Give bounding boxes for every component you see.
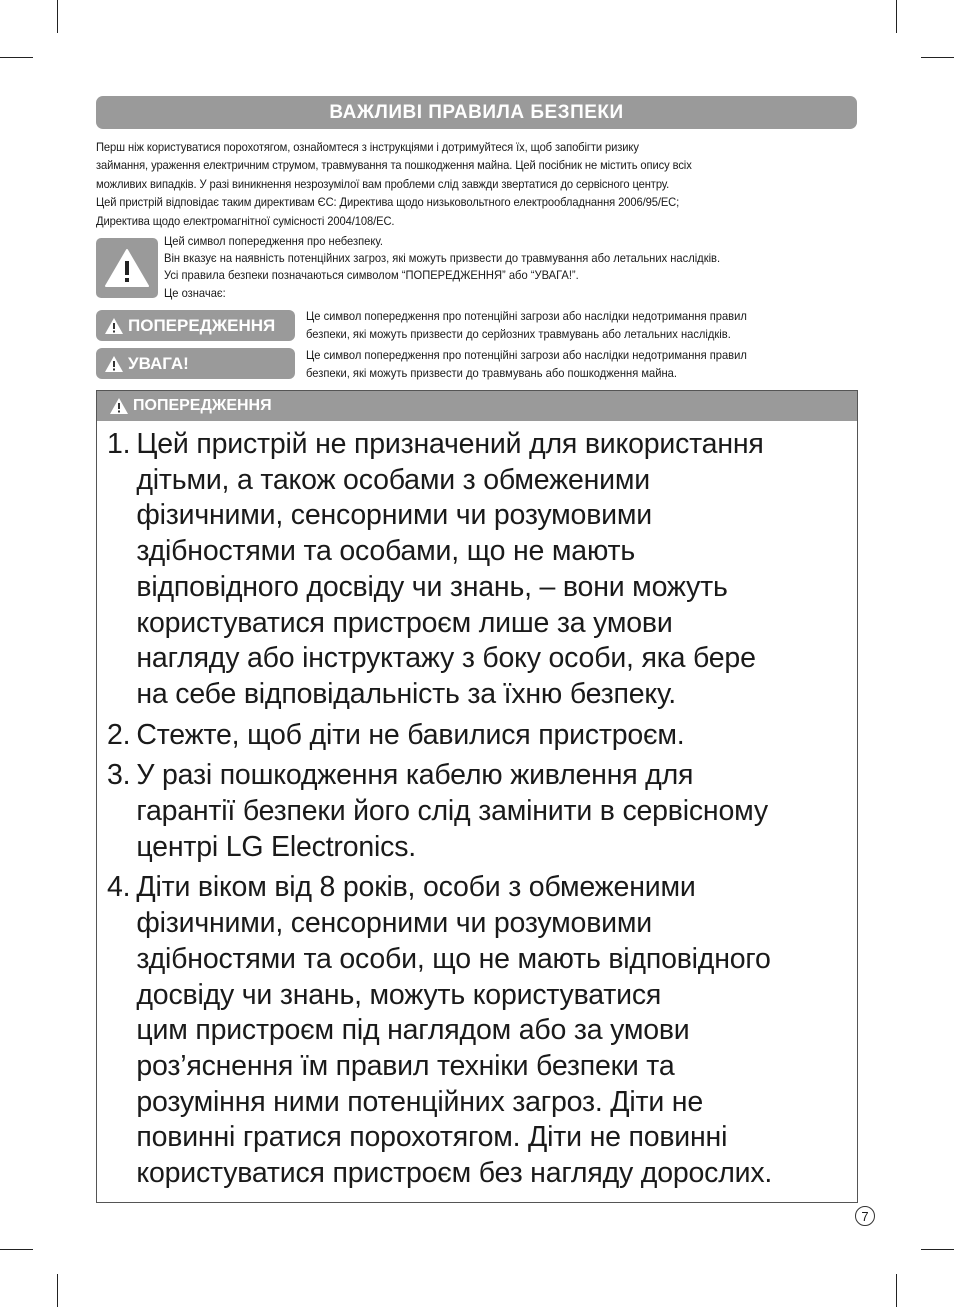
symbol-explanation (164, 233, 871, 302)
intro-line: Директива щодо електромагнітної сумісності 2004/108/ЕС. (96, 213, 395, 228)
caution-badge (96, 348, 295, 379)
caution-badge-description (306, 346, 864, 383)
crop-mark (0, 57, 33, 58)
symbol-line: Він вказує на наявність потенційних загроз, які можуть призвести до травмування або летальних наслідків. (164, 251, 721, 266)
item-line: повинні гратися порохотягом. Діти не повинні (136, 1121, 728, 1154)
item-line: центрі LG Electronics. (136, 830, 416, 863)
warning-box-header (97, 391, 857, 421)
list-item (107, 870, 857, 1191)
item-line: досвіду чи знань, можуть користуватися (136, 978, 662, 1011)
warning-triangle-icon (104, 317, 124, 335)
item-line: дітьми, а також особами з обмеженими (136, 463, 651, 496)
item-line: цим пристроєм під наглядом або за умови (136, 1014, 690, 1047)
item-line: фізичними, сенсорними чи розумовими (136, 499, 652, 532)
crop-mark (57, 1274, 58, 1307)
badge-desc-line: безпеки, які можуть призвести до серйозних травмувань або летальних наслідків. (306, 327, 731, 342)
badge-desc-line: безпеки, які можуть призвести до травмувань або пошкодження майна. (306, 366, 677, 381)
warning-symbol-box (96, 238, 158, 298)
warning-triangle-icon (104, 248, 150, 288)
item-line: користуватися пристроєм лише за умови (136, 606, 673, 639)
page-number: 7 (855, 1206, 875, 1226)
list-item (107, 758, 857, 865)
item-line: У разі пошкодження кабелю живлення для (136, 759, 694, 792)
badge-label: УВАГА! (128, 353, 189, 373)
crop-mark (896, 1274, 897, 1307)
intro-line: займання, ураження електричним струмом, травмування та пошкодження майна. Цей посібник не містить опису всіх (96, 158, 692, 173)
warning-triangle-icon (104, 355, 124, 373)
crop-mark (57, 0, 58, 33)
warning-box-title: ПОПЕРЕДЖЕННЯ (133, 397, 272, 414)
section-title: ВАЖЛИВІ ПРАВИЛА БЕЗПЕКИ (96, 96, 857, 129)
item-number: 1. (107, 428, 131, 460)
crop-mark (921, 1249, 954, 1250)
item-line: Стежте, щоб діти не бавилися пристроєм. (136, 718, 685, 751)
item-line: відповідного досвіду чи знань, – вони можуть (136, 570, 728, 603)
item-number: 3. (107, 759, 131, 792)
warning-badge (96, 310, 295, 341)
warning-triangle-icon (109, 397, 129, 415)
item-line: фізичними, сенсорними чи розумовими (136, 907, 652, 940)
item-line: Цей пристрій не призначений для використання (136, 428, 764, 460)
symbol-line: Це означає: (164, 285, 226, 300)
warning-badge-description (306, 307, 864, 344)
item-line: Діти віком від 8 років, особи з обмеженими (136, 871, 696, 904)
intro-text (96, 138, 812, 230)
item-line: здібностями та особи, що не мають відповідного (136, 942, 771, 975)
item-line: на себе відповідальність за їхню безпеку. (136, 677, 676, 710)
crop-mark (896, 0, 897, 33)
list-item (107, 718, 857, 754)
item-line: роз’яснення їм правил техніки безпеки та (136, 1049, 675, 1082)
list-item (107, 427, 857, 713)
warning-list (97, 421, 857, 1192)
item-line: здібностями та особами, що не мають (136, 535, 635, 568)
warning-box (96, 390, 858, 1203)
symbol-line: Цей символ попередження про небезпеку. (164, 234, 383, 248)
intro-line: Цей пристрій відповідає таким директивам ЄС: Директива щодо низьковольтного електрообладнання 2006/95/ЕС; (96, 195, 680, 210)
symbol-line: Усі правила безпеки позначаються символом “ПОПЕРЕДЖЕННЯ” або “УВАГА!”. (164, 268, 579, 283)
item-line: користуватися пристроєм без нагляду дорослих. (136, 1157, 773, 1190)
intro-line: можливих випадків. У разі виникнення незрозумілої вам проблеми слід завжди звертатися до сервісного центру. (96, 176, 670, 191)
item-line: нагляду або інструктажу з боку особи, яка бере (136, 642, 756, 675)
crop-mark (0, 1249, 33, 1250)
item-line: гарантії безпеки його слід замінити в сервісному (136, 795, 768, 828)
item-number: 2. (107, 718, 131, 751)
badge-label: ПОПЕРЕДЖЕННЯ (128, 315, 276, 335)
crop-mark (921, 57, 954, 58)
badge-desc-line: Це символ попередження про потенційні загрози або наслідки недотримання правил (306, 309, 747, 323)
intro-line: Перш ніж користуватися порохотягом, ознайомтеся з інструкціями і дотримуйтеся їх, щоб запобігти ризику (96, 140, 639, 154)
badge-desc-line: Це символ попередження про потенційні загрози або наслідки недотримання правил (306, 348, 747, 362)
item-number: 4. (107, 871, 131, 904)
item-line: розуміння ними потенційних загроз. Діти не (136, 1085, 703, 1118)
